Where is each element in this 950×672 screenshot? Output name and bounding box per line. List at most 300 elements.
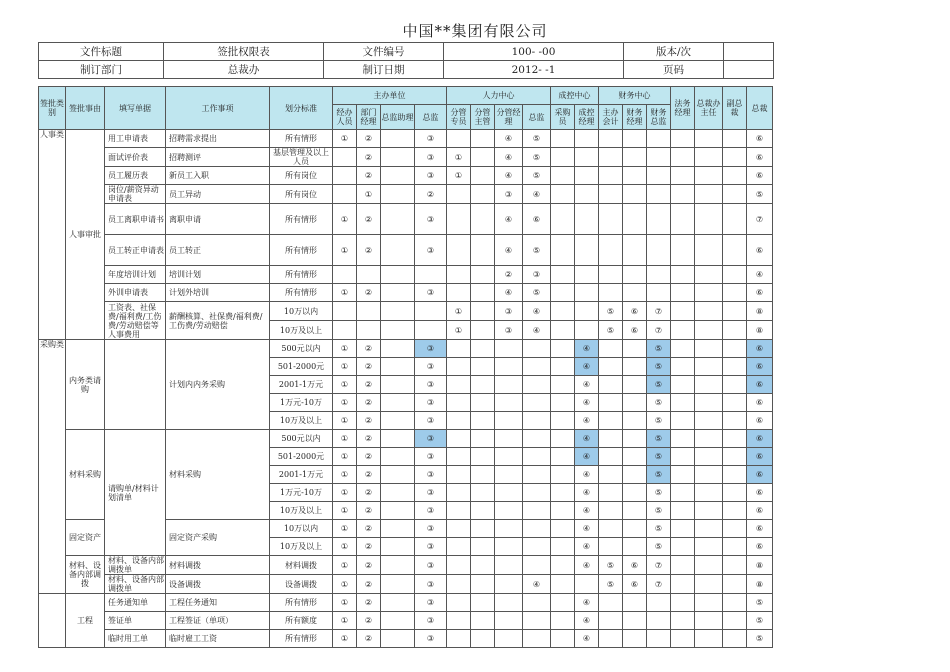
approval-step-cell: ① <box>333 484 357 502</box>
approval-step-cell <box>495 340 523 358</box>
header-legal: 法务经理 <box>671 87 695 130</box>
approval-step-cell <box>447 266 471 284</box>
approval-step-cell <box>647 266 671 284</box>
approval-step-cell <box>575 130 599 148</box>
approval-step-cell <box>723 484 747 502</box>
approval-step-cell <box>695 556 723 575</box>
approval-step-cell: ② <box>357 575 381 594</box>
approval-step-cell <box>599 502 623 520</box>
table-row <box>39 612 773 630</box>
approval-step-cell <box>551 484 575 502</box>
approval-step-cell: ④ <box>495 235 523 266</box>
form-cell: 工资表、社保费/福利费/工伤费/劳动赔偿等人事费用 <box>105 302 166 340</box>
approval-step-cell <box>723 358 747 376</box>
approval-step-cell <box>471 321 495 340</box>
approval-step-cell: ④ <box>495 204 523 235</box>
approval-step-cell: ② <box>357 594 381 612</box>
approval-step-cell <box>471 466 495 484</box>
approval-step-cell <box>575 284 599 302</box>
standard-cell: 501-2000元 <box>270 358 333 376</box>
approval-step-cell <box>623 284 647 302</box>
approval-step-cell: ⑤ <box>599 302 623 321</box>
approval-step-cell <box>695 538 723 556</box>
approval-step-cell <box>695 321 723 340</box>
approval-step-cell <box>447 448 471 466</box>
approval-step-cell <box>523 394 551 412</box>
header-form: 填写单据 <box>105 87 166 130</box>
approval-step-cell: ③ <box>415 594 447 612</box>
approval-step-cell <box>623 630 647 648</box>
approval-step-cell <box>671 448 695 466</box>
date-label: 制订日期 <box>324 61 444 79</box>
approval-step-cell <box>551 538 575 556</box>
approval-step-cell <box>647 284 671 302</box>
form-cell: 任务通知单 <box>105 594 166 612</box>
approval-step-cell <box>671 412 695 430</box>
approval-step-cell <box>495 594 523 612</box>
approval-step-cell: ③ <box>415 394 447 412</box>
approval-step-cell <box>695 148 723 167</box>
approval-step-cell <box>523 412 551 430</box>
approval-step-cell <box>495 430 523 448</box>
approval-step-cell <box>381 520 415 538</box>
approval-step-cell <box>495 412 523 430</box>
doc-title-value: 签批权限表 <box>164 43 324 61</box>
doc-no-value: 100- -00 <box>444 43 624 61</box>
approval-step-cell <box>551 266 575 284</box>
standard-cell: 基层管理及以上人员 <box>270 148 333 167</box>
approval-step-cell <box>723 538 747 556</box>
approval-step-cell: ⑥ <box>747 520 773 538</box>
approval-step-cell <box>671 302 695 321</box>
approval-step-cell: ② <box>357 376 381 394</box>
approval-step-cell: ⑦ <box>647 302 671 321</box>
approval-step-cell <box>575 204 599 235</box>
approval-step-cell <box>723 556 747 575</box>
approval-step-cell <box>599 284 623 302</box>
approval-step-cell <box>599 235 623 266</box>
approval-step-cell <box>523 612 551 630</box>
standard-cell: 10万及以上 <box>270 502 333 520</box>
work-item-cell: 新员工入职 <box>166 167 270 185</box>
approval-step-cell <box>599 484 623 502</box>
approval-step-cell: ⑧ <box>747 556 773 575</box>
approval-step-cell: ⑤ <box>647 520 671 538</box>
approval-step-cell <box>551 376 575 394</box>
page-label: 页码 <box>624 61 724 79</box>
approval-step-cell: ① <box>333 340 357 358</box>
approval-step-cell: ① <box>333 430 357 448</box>
standard-cell: 所有情形 <box>270 284 333 302</box>
approval-step-cell: ⑤ <box>747 612 773 630</box>
approval-step-cell: ⑥ <box>747 358 773 376</box>
approval-step-cell <box>575 235 599 266</box>
approval-step-cell: ① <box>333 520 357 538</box>
approval-step-cell: ② <box>357 430 381 448</box>
approval-step-cell <box>599 148 623 167</box>
approval-step-cell: ⑤ <box>647 466 671 484</box>
approval-step-cell <box>599 538 623 556</box>
approval-step-cell <box>495 448 523 466</box>
approval-step-cell <box>471 630 495 648</box>
approval-step-cell: ④ <box>575 556 599 575</box>
approval-step-cell: ③ <box>415 520 447 538</box>
approval-step-cell <box>471 612 495 630</box>
approval-step-cell: ① <box>447 148 471 167</box>
approval-step-cell <box>471 412 495 430</box>
header-unit-director: 总监 <box>415 105 447 130</box>
approval-step-cell <box>523 466 551 484</box>
approval-step-cell <box>523 502 551 520</box>
approval-authority-table <box>38 86 773 648</box>
approval-step-cell <box>723 302 747 321</box>
approval-step-cell <box>447 520 471 538</box>
approval-step-cell: ① <box>333 594 357 612</box>
approval-step-cell <box>647 612 671 630</box>
form-cell: 岗位/薪资异动申请表 <box>105 185 166 204</box>
approval-step-cell: ⑤ <box>747 630 773 648</box>
standard-cell: 所有情形 <box>270 630 333 648</box>
approval-step-cell: ⑥ <box>747 412 773 430</box>
table-row <box>39 185 773 204</box>
approval-step-cell <box>381 340 415 358</box>
approval-step-cell: ⑥ <box>747 430 773 448</box>
approval-step-cell <box>695 630 723 648</box>
approval-step-cell <box>647 235 671 266</box>
approval-step-cell: ⑥ <box>747 235 773 266</box>
work-item-cell: 材料调拨 <box>166 556 270 575</box>
approval-step-cell <box>695 302 723 321</box>
approval-step-cell <box>599 358 623 376</box>
approval-step-cell: ② <box>357 394 381 412</box>
approval-step-cell: ⑤ <box>647 394 671 412</box>
matter-engineering: 工程 <box>66 594 105 648</box>
standard-cell: 所有情形 <box>270 235 333 266</box>
standard-cell: 2001-1万元 <box>270 466 333 484</box>
approval-step-cell <box>623 538 647 556</box>
approval-step-cell <box>671 204 695 235</box>
approval-step-cell <box>381 484 415 502</box>
table-row <box>39 302 773 321</box>
approval-step-cell: ① <box>333 575 357 594</box>
matter-hr-approval: 人事审批 <box>66 130 105 340</box>
approval-step-cell <box>447 556 471 575</box>
header-hr-director: 总监 <box>523 105 551 130</box>
approval-step-cell <box>551 302 575 321</box>
form-cell: 请购单/材料计划清单 <box>105 430 166 556</box>
approval-step-cell <box>723 130 747 148</box>
work-item-cell: 员工异动 <box>166 185 270 204</box>
approval-step-cell <box>623 204 647 235</box>
approval-step-cell <box>671 630 695 648</box>
approval-step-cell <box>623 502 647 520</box>
approval-step-cell: ② <box>357 448 381 466</box>
approval-step-cell <box>381 502 415 520</box>
approval-step-cell <box>495 394 523 412</box>
approval-step-cell <box>447 502 471 520</box>
approval-step-cell <box>623 130 647 148</box>
approval-step-cell <box>551 130 575 148</box>
approval-step-cell: ④ <box>575 612 599 630</box>
work-item-cell: 招聘测评 <box>166 148 270 167</box>
approval-step-cell <box>523 376 551 394</box>
approval-step-cell: ① <box>447 302 471 321</box>
category-hr: 人事类 <box>39 130 66 340</box>
header-group-cost: 成控中心 <box>551 87 599 105</box>
approval-step-cell <box>447 575 471 594</box>
approval-step-cell: ① <box>333 358 357 376</box>
approval-step-cell <box>599 430 623 448</box>
approval-step-cell <box>723 266 747 284</box>
approval-step-cell <box>357 302 381 321</box>
approval-step-cell <box>599 167 623 185</box>
approval-step-cell <box>471 448 495 466</box>
standard-cell: 1万元-10万 <box>270 394 333 412</box>
approval-step-cell <box>695 466 723 484</box>
approval-step-cell <box>575 148 599 167</box>
approval-step-cell <box>551 412 575 430</box>
approval-step-cell <box>523 484 551 502</box>
approval-step-cell <box>671 484 695 502</box>
approval-step-cell: ③ <box>415 448 447 466</box>
approval-step-cell: ⑧ <box>747 575 773 594</box>
approval-step-cell: ⑥ <box>747 376 773 394</box>
approval-step-cell <box>695 266 723 284</box>
header-matter: 签批事由 <box>66 87 105 130</box>
matter-material-purchase: 材料采购 <box>66 430 105 520</box>
table-row <box>39 630 773 648</box>
approval-step-cell <box>695 358 723 376</box>
category-engineering-blank <box>39 594 66 648</box>
approval-step-cell: ② <box>357 204 381 235</box>
approval-step-cell <box>575 575 599 594</box>
approval-step-cell <box>495 612 523 630</box>
work-item-cell: 工程签证（单项） <box>166 612 270 630</box>
approval-step-cell: ② <box>495 266 523 284</box>
approval-step-cell <box>381 284 415 302</box>
approval-step-cell: ① <box>333 204 357 235</box>
approval-step-cell: ③ <box>415 484 447 502</box>
approval-step-cell <box>695 412 723 430</box>
approval-step-cell <box>671 394 695 412</box>
approval-step-cell <box>623 412 647 430</box>
approval-step-cell <box>575 266 599 284</box>
approval-step-cell: ④ <box>575 340 599 358</box>
approval-step-cell <box>495 556 523 575</box>
approval-step-cell <box>723 430 747 448</box>
approval-step-cell <box>447 612 471 630</box>
approval-step-cell: ⑤ <box>523 284 551 302</box>
approval-step-cell <box>599 630 623 648</box>
approval-step-cell <box>723 630 747 648</box>
form-cell: 临时用工单 <box>105 630 166 648</box>
approval-step-cell <box>471 502 495 520</box>
approval-step-cell: ⑥ <box>747 284 773 302</box>
approval-step-cell: ⑥ <box>623 556 647 575</box>
approval-step-cell <box>551 594 575 612</box>
form-cell: 员工离职申请书 <box>105 204 166 235</box>
standard-cell: 10万及以上 <box>270 321 333 340</box>
approval-step-cell <box>599 204 623 235</box>
approval-step-cell <box>551 235 575 266</box>
approval-step-cell: ② <box>357 502 381 520</box>
approval-step-cell <box>695 502 723 520</box>
approval-step-cell <box>723 520 747 538</box>
approval-step-cell <box>381 394 415 412</box>
approval-step-cell <box>671 466 695 484</box>
approval-step-cell <box>671 538 695 556</box>
approval-step-cell: ③ <box>415 130 447 148</box>
approval-step-cell: ⑤ <box>523 148 551 167</box>
approval-step-cell: ① <box>333 466 357 484</box>
approval-step-cell <box>471 520 495 538</box>
matter-material-transfer: 材料、设备内部调拨 <box>66 556 105 594</box>
approval-step-cell <box>723 148 747 167</box>
approval-step-cell <box>671 340 695 358</box>
approval-step-cell: ⑥ <box>623 321 647 340</box>
approval-step-cell: ③ <box>415 502 447 520</box>
approval-step-cell: ① <box>333 130 357 148</box>
approval-step-cell: ② <box>357 284 381 302</box>
approval-step-cell <box>575 302 599 321</box>
approval-step-cell <box>551 430 575 448</box>
header-president: 总裁 <box>747 87 773 130</box>
approval-step-cell <box>551 448 575 466</box>
approval-step-cell <box>495 575 523 594</box>
standard-cell: 所有岗位 <box>270 185 333 204</box>
approval-step-cell <box>447 430 471 448</box>
table-row <box>39 130 773 148</box>
approval-step-cell: ③ <box>495 302 523 321</box>
approval-step-cell <box>671 502 695 520</box>
approval-step-cell <box>551 612 575 630</box>
header-fin-manager: 财务经理 <box>623 105 647 130</box>
standard-cell: 所有情形 <box>270 204 333 235</box>
approval-step-cell <box>671 284 695 302</box>
approval-step-cell <box>447 340 471 358</box>
approval-step-cell: ④ <box>575 448 599 466</box>
approval-step-cell <box>575 167 599 185</box>
approval-step-cell: ② <box>357 538 381 556</box>
approval-step-cell: ③ <box>523 266 551 284</box>
approval-step-cell <box>381 376 415 394</box>
approval-step-cell: ⑤ <box>747 185 773 204</box>
approval-step-cell <box>671 520 695 538</box>
approval-step-cell <box>599 394 623 412</box>
approval-step-cell <box>415 302 447 321</box>
approval-step-cell <box>447 284 471 302</box>
approval-step-cell: ⑤ <box>647 340 671 358</box>
approval-step-cell <box>523 430 551 448</box>
form-cell: 签证单 <box>105 612 166 630</box>
work-item-cell: 临时雇工工资 <box>166 630 270 648</box>
approval-step-cell <box>723 575 747 594</box>
approval-step-cell <box>495 484 523 502</box>
approval-step-cell: ⑥ <box>747 394 773 412</box>
approval-step-cell <box>551 520 575 538</box>
header-group-unit: 主办单位 <box>333 87 447 105</box>
approval-step-cell: ② <box>357 630 381 648</box>
approval-step-cell <box>551 556 575 575</box>
form-cell: 年度培训计划 <box>105 266 166 284</box>
approval-step-cell <box>381 448 415 466</box>
approval-step-cell <box>623 394 647 412</box>
work-item-cell: 工程任务通知 <box>166 594 270 612</box>
approval-step-cell <box>695 394 723 412</box>
approval-step-cell <box>333 148 357 167</box>
approval-step-cell: ② <box>357 148 381 167</box>
approval-step-cell <box>381 412 415 430</box>
approval-step-cell <box>623 484 647 502</box>
standard-cell: 所有岗位 <box>270 167 333 185</box>
standard-cell: 10万及以上 <box>270 412 333 430</box>
approval-step-cell: ④ <box>523 302 551 321</box>
approval-step-cell <box>447 594 471 612</box>
approval-step-cell <box>671 185 695 204</box>
approval-step-cell <box>471 538 495 556</box>
standard-cell: 10万以内 <box>270 302 333 321</box>
approval-step-cell <box>495 520 523 538</box>
approval-step-cell <box>695 594 723 612</box>
approval-step-cell: ③ <box>415 340 447 358</box>
approval-step-cell <box>447 394 471 412</box>
approval-step-cell <box>471 302 495 321</box>
approval-step-cell <box>671 321 695 340</box>
approval-step-cell <box>447 538 471 556</box>
approval-step-cell <box>623 612 647 630</box>
approval-step-cell: ② <box>357 340 381 358</box>
approval-step-cell: ④ <box>523 185 551 204</box>
approval-step-cell <box>599 448 623 466</box>
approval-step-cell <box>599 594 623 612</box>
approval-step-cell <box>695 520 723 538</box>
approval-step-cell: ⑤ <box>523 130 551 148</box>
approval-step-cell: ⑥ <box>523 204 551 235</box>
approval-step-cell <box>333 302 357 321</box>
approval-step-cell: ① <box>333 448 357 466</box>
approval-step-cell <box>551 284 575 302</box>
version-value <box>724 43 774 61</box>
work-item-cell: 招聘需求提出 <box>166 130 270 148</box>
header-hr-specialist: 分管专员 <box>447 105 471 130</box>
approval-step-cell: ⑦ <box>647 556 671 575</box>
approval-step-cell <box>623 430 647 448</box>
approval-step-cell <box>723 167 747 185</box>
approval-step-cell: ① <box>333 376 357 394</box>
date-value: 2012- -1 <box>444 61 624 79</box>
approval-step-cell: ⑤ <box>647 448 671 466</box>
approval-step-cell <box>381 185 415 204</box>
approval-step-cell <box>723 412 747 430</box>
table-row <box>39 284 773 302</box>
approval-step-cell: ⑤ <box>599 575 623 594</box>
approval-step-cell <box>647 148 671 167</box>
approval-step-cell <box>551 167 575 185</box>
approval-step-cell <box>695 448 723 466</box>
approval-step-cell: ④ <box>575 376 599 394</box>
approval-step-cell <box>333 185 357 204</box>
header-work-item: 工作事项 <box>166 87 270 130</box>
approval-step-cell <box>381 167 415 185</box>
approval-step-cell <box>333 321 357 340</box>
approval-step-cell: ⑥ <box>623 302 647 321</box>
approval-step-cell <box>471 430 495 448</box>
approval-step-cell: ⑤ <box>647 376 671 394</box>
approval-step-cell <box>551 204 575 235</box>
header-category: 签批类别 <box>39 87 66 130</box>
approval-step-cell: ③ <box>415 148 447 167</box>
table-row <box>39 148 773 167</box>
